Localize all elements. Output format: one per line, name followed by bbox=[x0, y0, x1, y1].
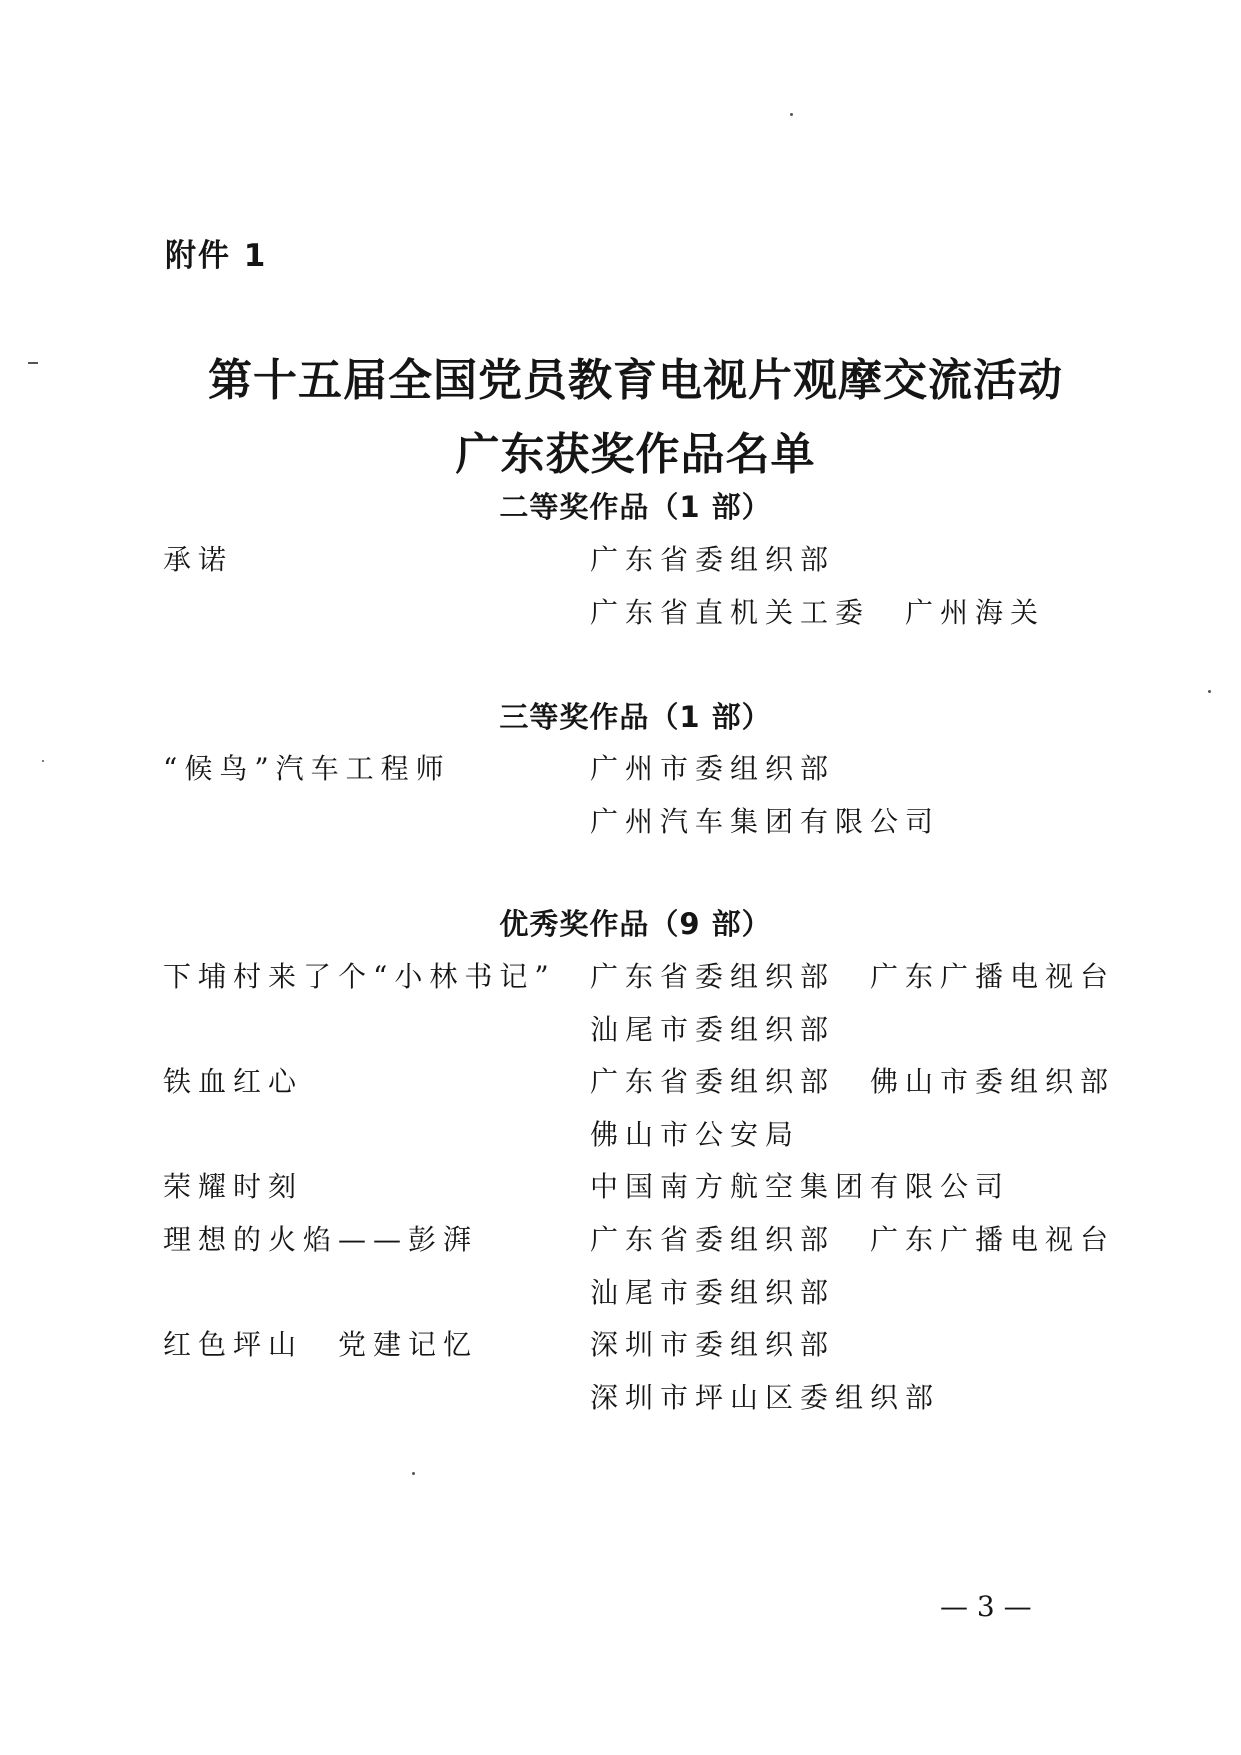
producing-unit: 佛山市公安局 bbox=[590, 1118, 801, 1151]
work-title: 理想的火焰——彭湃 bbox=[163, 1223, 479, 1256]
scan-speck bbox=[28, 362, 38, 364]
list-item bbox=[0, 591, 1241, 649]
producing-unit: 广东省委组织部 佛山市委组织部 bbox=[590, 1065, 1116, 1098]
page-number: — 3 — bbox=[940, 1590, 1032, 1623]
work-title: 荣耀时刻 bbox=[163, 1170, 304, 1203]
document-title-line-2: 广东获奖作品名单 bbox=[455, 429, 816, 480]
producing-unit: 广州汽车集团有限公司 bbox=[590, 805, 941, 838]
scan-speck bbox=[42, 760, 44, 762]
work-title: 承诺 bbox=[163, 543, 234, 576]
list-item bbox=[0, 1008, 1241, 1066]
section-heading-excellence-prize: 优秀奖作品（9 部） bbox=[499, 907, 772, 941]
producing-unit: 广东省委组织部 bbox=[590, 543, 836, 576]
producing-unit: 中国南方航空集团有限公司 bbox=[590, 1170, 1011, 1203]
producing-unit: 广东省委组织部 广东广播电视台 bbox=[590, 1223, 1116, 1256]
list-item bbox=[0, 1271, 1241, 1329]
list-item bbox=[0, 1165, 1241, 1223]
producing-unit: 广东省委组织部 广东广播电视台 bbox=[590, 960, 1116, 993]
producing-unit: 汕尾市委组织部 bbox=[590, 1013, 836, 1046]
list-item bbox=[0, 1060, 1241, 1118]
producing-unit: 广州市委组织部 bbox=[590, 752, 836, 785]
document-title-line-1: 第十五届全国党员教育电视片观摩交流活动 bbox=[208, 355, 1063, 406]
producing-unit: 汕尾市委组织部 bbox=[590, 1276, 836, 1309]
list-item bbox=[0, 538, 1241, 596]
list-item bbox=[0, 955, 1241, 1013]
section-heading-third-prize: 三等奖作品（1 部） bbox=[499, 700, 772, 734]
list-item bbox=[0, 1218, 1241, 1276]
scan-speck bbox=[790, 113, 793, 116]
work-title: 红色坪山 党建记忆 bbox=[163, 1328, 479, 1361]
section-heading-second-prize: 二等奖作品（1 部） bbox=[499, 490, 772, 524]
list-item bbox=[0, 1323, 1241, 1381]
producing-unit: 深圳市委组织部 bbox=[590, 1328, 836, 1361]
list-item bbox=[0, 1376, 1241, 1434]
attachment-label: 附件 1 bbox=[165, 238, 268, 274]
scan-speck bbox=[1208, 690, 1211, 693]
work-title: 铁血红心 bbox=[163, 1065, 304, 1098]
list-item bbox=[0, 747, 1241, 805]
work-title: 下埔村来了个“小林书记” bbox=[163, 960, 556, 993]
producing-unit: 深圳市坪山区委组织部 bbox=[590, 1381, 941, 1414]
list-item bbox=[0, 800, 1241, 858]
list-item bbox=[0, 1113, 1241, 1171]
work-title: “候鸟”汽车工程师 bbox=[163, 752, 451, 785]
producing-unit: 广东省直机关工委 广州海关 bbox=[590, 596, 1046, 629]
scan-speck bbox=[412, 1472, 415, 1475]
